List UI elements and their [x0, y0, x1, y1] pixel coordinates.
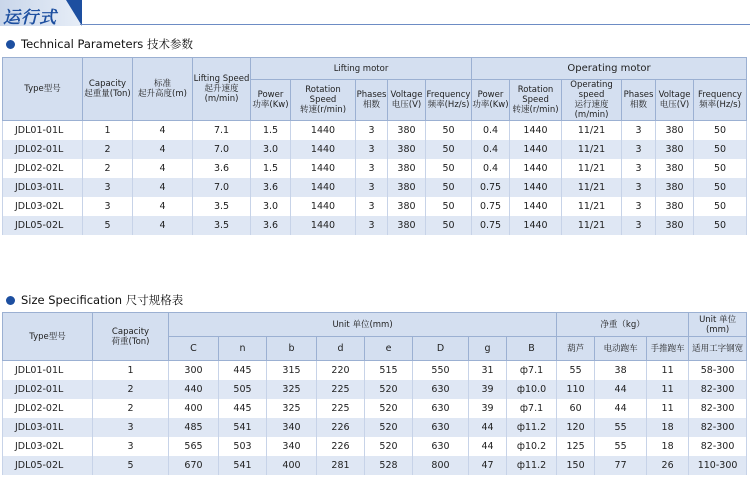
group-header-net-weight: 净重（kg）: [557, 313, 689, 337]
table-cell: 55: [557, 361, 595, 381]
technical-parameters-table: [2, 57, 747, 235]
col-header-operating-4-line: 电压(V): [659, 100, 690, 110]
table-cell: 3: [93, 437, 169, 456]
table-cell: 150: [557, 456, 595, 475]
technical-table-body: [3, 121, 747, 236]
model-cell: JDL03-01L: [3, 178, 83, 197]
col-header-lifting-4-line: Frequency: [426, 90, 471, 100]
col-header-operating-2: [562, 80, 622, 121]
col-header-lifting-1-line: Rotation: [305, 85, 341, 95]
col-header-height-1: 标准: [153, 79, 171, 89]
section-title-size: [6, 292, 183, 308]
col-header-height: [133, 58, 193, 121]
table-cell: 380: [656, 159, 694, 178]
model-cell: JDL02-01L: [3, 380, 93, 399]
table-cell: 47: [469, 456, 507, 475]
table-cell: 630: [413, 418, 469, 437]
table-cell: 60: [557, 399, 595, 418]
col-header-operating-0-line: 功率(Kw): [472, 100, 509, 110]
table-cell: 50: [426, 197, 472, 216]
col-header-lifting-4: [426, 80, 472, 121]
table-cell: 1440: [291, 121, 356, 141]
table-cell: 3: [83, 178, 133, 197]
table-cell: 11: [647, 361, 689, 381]
col-header-lifting-1-line: Speed: [309, 95, 337, 105]
table-cell: 3: [356, 178, 388, 197]
table-cell: 2: [93, 399, 169, 418]
col-header-type: Type型号: [3, 58, 83, 121]
table-cell: 82-300: [689, 437, 747, 456]
table-cell: 4: [133, 216, 193, 235]
col-header-lifting-1: [291, 80, 356, 121]
table-cell: 1: [83, 121, 133, 141]
col-header-operating-4: [656, 80, 694, 121]
table-cell: 44: [469, 418, 507, 437]
table-cell: 445: [219, 361, 267, 381]
table-cell: 380: [388, 197, 426, 216]
table-cell: 50: [694, 178, 747, 197]
table-cell: 11: [647, 399, 689, 418]
col-header-dim-4: e: [365, 337, 413, 361]
table-row: [3, 456, 747, 475]
size-col-header-capacity: [93, 313, 169, 361]
table-cell: 2: [83, 140, 133, 159]
col-header-dim-1: n: [219, 337, 267, 361]
size-col-header-type: Type型号: [3, 313, 93, 361]
table-cell: 380: [388, 140, 426, 159]
table-cell: 50: [694, 216, 747, 235]
table-cell: 50: [694, 159, 747, 178]
table-cell: 520: [365, 399, 413, 418]
table-cell: 3.6: [251, 216, 291, 235]
table-cell: ф10.2: [507, 437, 557, 456]
col-header-operating-1-line: Rotation: [517, 85, 554, 95]
table-cell: 800: [413, 456, 469, 475]
table-cell: 4: [133, 197, 193, 216]
table-cell: 226: [317, 418, 365, 437]
table-cell: 3.5: [193, 216, 251, 235]
table-cell: 440: [169, 380, 219, 399]
table-row: [3, 159, 747, 178]
table-cell: 380: [656, 216, 694, 235]
table-cell: 520: [365, 418, 413, 437]
col-header-operating-1-line: Speed: [522, 95, 549, 105]
size-title-text: Size Specification 尺寸规格表: [21, 293, 184, 307]
table-cell: 0.4: [472, 140, 510, 159]
col-header-lifting-speed: [193, 58, 251, 121]
model-cell: JDL01-01L: [3, 361, 93, 381]
table-cell: 380: [388, 159, 426, 178]
table-cell: 125: [557, 437, 595, 456]
table-cell: 445: [219, 399, 267, 418]
col-header-dim-5: D: [413, 337, 469, 361]
table-cell: 1440: [510, 121, 562, 141]
table-cell: 3: [356, 159, 388, 178]
col-header-operating-1-line: 转速(r/min): [512, 105, 559, 115]
table-cell: 1440: [510, 197, 562, 216]
table-cell: 225: [317, 380, 365, 399]
table-cell: 50: [694, 197, 747, 216]
table-cell: 528: [365, 456, 413, 475]
table-cell: 520: [365, 437, 413, 456]
table-cell: 82-300: [689, 418, 747, 437]
table-cell: 1440: [510, 216, 562, 235]
banner-divider: [80, 24, 750, 25]
section-title-technical: [6, 36, 193, 52]
table-cell: 11/21: [562, 140, 622, 159]
col-header-speed-3: (m/min): [204, 94, 239, 104]
banner-accent: [66, 0, 82, 26]
group-header-operating-motor: Operating motor: [472, 58, 747, 80]
table-cell: 380: [656, 178, 694, 197]
col-header-weight-1: 电动跑车: [595, 337, 647, 361]
size-specification-table: [2, 312, 747, 475]
table-cell: 1440: [291, 197, 356, 216]
table-cell: 380: [656, 121, 694, 141]
col-header-operating-2-line: Operating speed: [570, 80, 613, 100]
table-cell: 50: [426, 121, 472, 141]
group-header-unit-mm: Unit 单位(mm): [169, 313, 557, 337]
table-cell: 0.4: [472, 159, 510, 178]
table-cell: 44: [595, 380, 647, 399]
table-cell: 220: [317, 361, 365, 381]
model-cell: JDL02-02L: [3, 159, 83, 178]
table-cell: 3.5: [193, 197, 251, 216]
table-cell: 1.5: [251, 121, 291, 141]
table-cell: 50: [426, 178, 472, 197]
table-cell: 380: [656, 197, 694, 216]
col-header-lifting-0-line: 功率(Kw): [252, 100, 289, 110]
table-cell: 225: [317, 399, 365, 418]
table-cell: ф11.2: [507, 418, 557, 437]
table-cell: 3: [622, 121, 656, 141]
table-cell: 565: [169, 437, 219, 456]
table-cell: 226: [317, 437, 365, 456]
col-header-lifting-2-line: Phases: [356, 90, 387, 100]
table-cell: 670: [169, 456, 219, 475]
col-header-capacity: [83, 58, 133, 121]
table-cell: 1440: [291, 159, 356, 178]
table-cell: 58-300: [689, 361, 747, 381]
table-cell: 31: [469, 361, 507, 381]
table-cell: 1440: [510, 159, 562, 178]
table-cell: 11/21: [562, 216, 622, 235]
model-cell: JDL01-01L: [3, 121, 83, 141]
table-cell: 2: [83, 159, 133, 178]
table-row: [3, 418, 747, 437]
model-cell: JDL03-02L: [3, 197, 83, 216]
table-cell: 485: [169, 418, 219, 437]
col-header-speed-2: 起升速度: [204, 84, 239, 94]
col-header-beam-width: 适用工字钢宽: [689, 337, 747, 361]
table-row: [3, 399, 747, 418]
table-row: [3, 361, 747, 381]
table-cell: 18: [647, 418, 689, 437]
table-cell: 110-300: [689, 456, 747, 475]
table-cell: 3: [356, 140, 388, 159]
col-header-operating-4-line: Voltage: [658, 90, 691, 100]
table-cell: 380: [388, 121, 426, 141]
table-cell: 3: [356, 121, 388, 141]
table-row: [3, 140, 747, 159]
col-header-operating-5: [694, 80, 747, 121]
table-cell: 4: [133, 140, 193, 159]
table-cell: 3: [622, 140, 656, 159]
table-cell: ф7.1: [507, 399, 557, 418]
bullet-icon: [6, 296, 15, 305]
col-header-weight-0: 葫芦: [557, 337, 595, 361]
table-cell: 110: [557, 380, 595, 399]
table-cell: 50: [694, 121, 747, 141]
table-cell: 550: [413, 361, 469, 381]
table-cell: 7.0: [193, 178, 251, 197]
table-cell: 5: [83, 216, 133, 235]
col-header-capacity-en: Capacity: [88, 79, 127, 89]
table-cell: 11/21: [562, 159, 622, 178]
table-row: [3, 178, 747, 197]
col-header-operating-1: [510, 80, 562, 121]
table-row: [3, 437, 747, 456]
table-cell: 3: [356, 197, 388, 216]
table-cell: 44: [469, 437, 507, 456]
table-cell: 18: [647, 437, 689, 456]
table-cell: 11/21: [562, 178, 622, 197]
col-header-dim-2: b: [267, 337, 317, 361]
col-header-speed-1: Lifting Speed: [193, 74, 250, 84]
col-header-height-2: 起升高度(m): [138, 89, 187, 99]
table-cell: 4: [133, 178, 193, 197]
col-header-lifting-3: [388, 80, 426, 121]
group-header-unit-mm-2: Unit 单位(mm): [689, 313, 747, 337]
col-header-operating-3-line: 相数: [630, 100, 648, 110]
table-cell: 325: [267, 399, 317, 418]
table-cell: 7.0: [193, 140, 251, 159]
table-cell: 2: [93, 380, 169, 399]
table-cell: 0.75: [472, 197, 510, 216]
size-col-header-capacity-en: Capacity: [111, 326, 150, 337]
col-header-operating-2-line: 运行速度: [574, 100, 609, 110]
table-cell: 0.75: [472, 216, 510, 235]
col-header-dim-0: C: [169, 337, 219, 361]
col-header-dim-7: B: [507, 337, 557, 361]
table-cell: 1440: [510, 178, 562, 197]
table-cell: 50: [426, 159, 472, 178]
table-cell: 1440: [291, 178, 356, 197]
group-header-lifting-motor: Lifting motor: [251, 58, 472, 80]
table-cell: 82-300: [689, 399, 747, 418]
table-cell: 541: [219, 456, 267, 475]
col-header-lifting-4-line: 频率(Hz/s): [427, 100, 470, 110]
col-header-lifting-2-line: 相数: [362, 100, 380, 110]
table-cell: 340: [267, 437, 317, 456]
table-cell: 340: [267, 418, 317, 437]
col-header-dim-6: g: [469, 337, 507, 361]
table-cell: 3.6: [251, 178, 291, 197]
col-header-operating-5-line: 频率(Hz/s): [699, 100, 741, 110]
table-cell: 3.0: [251, 140, 291, 159]
table-cell: 1440: [291, 216, 356, 235]
table-row: [3, 380, 747, 399]
col-header-operating-3-line: Phases: [623, 90, 654, 100]
col-header-weight-2: 手推跑车: [647, 337, 689, 361]
table-cell: 1: [93, 361, 169, 381]
size-col-header-capacity-cn: 荷重(Ton): [111, 336, 150, 347]
col-header-lifting-2: [356, 80, 388, 121]
table-cell: ф10.0: [507, 380, 557, 399]
table-cell: 39: [469, 380, 507, 399]
col-header-lifting-3-line: 电压(V): [391, 100, 422, 110]
model-cell: JDL03-02L: [3, 437, 93, 456]
table-cell: 50: [426, 216, 472, 235]
table-cell: 3: [93, 418, 169, 437]
col-header-operating-0-line: Power: [477, 90, 504, 100]
table-cell: 541: [219, 418, 267, 437]
model-cell: JDL02-01L: [3, 140, 83, 159]
table-cell: 3: [356, 216, 388, 235]
technical-title-text: Technical Parameters 技术参数: [21, 37, 193, 51]
table-cell: ф11.2: [507, 456, 557, 475]
table-cell: 4: [133, 159, 193, 178]
table-cell: 3: [622, 178, 656, 197]
table-cell: 39: [469, 399, 507, 418]
table-cell: 503: [219, 437, 267, 456]
table-cell: 5: [93, 456, 169, 475]
table-cell: 4: [133, 121, 193, 141]
table-cell: 3.6: [193, 159, 251, 178]
table-cell: 630: [413, 380, 469, 399]
table-cell: 515: [365, 361, 413, 381]
table-cell: 380: [388, 216, 426, 235]
table-cell: 77: [595, 456, 647, 475]
col-header-lifting-3-line: Voltage: [390, 90, 423, 100]
table-cell: 44: [595, 399, 647, 418]
table-cell: 3.0: [251, 197, 291, 216]
table-cell: 82-300: [689, 380, 747, 399]
table-cell: 0.75: [472, 178, 510, 197]
table-cell: 400: [169, 399, 219, 418]
table-cell: 11: [647, 380, 689, 399]
col-header-dim-3: d: [317, 337, 365, 361]
table-row: [3, 197, 747, 216]
col-header-capacity-cn: 起重量(Ton): [84, 89, 131, 99]
table-row: [3, 216, 747, 235]
table-cell: 38: [595, 361, 647, 381]
table-cell: 1.5: [251, 159, 291, 178]
table-cell: 3: [622, 159, 656, 178]
table-cell: 55: [595, 418, 647, 437]
model-cell: JDL02-02L: [3, 399, 93, 418]
table-cell: 325: [267, 380, 317, 399]
table-cell: 3: [622, 197, 656, 216]
table-cell: 3: [83, 197, 133, 216]
col-header-lifting-0-line: Power: [257, 90, 284, 100]
col-header-operating-0: [472, 80, 510, 121]
bullet-icon: [6, 40, 15, 49]
col-header-operating-2-line: (m/min): [574, 110, 609, 120]
table-cell: 3: [622, 216, 656, 235]
model-cell: JDL05-02L: [3, 216, 83, 235]
size-table-body: [3, 361, 747, 476]
col-header-operating-5-line: Frequency: [698, 90, 742, 100]
table-row: [3, 121, 747, 141]
table-cell: 11/21: [562, 197, 622, 216]
table-cell: 380: [388, 178, 426, 197]
table-cell: 26: [647, 456, 689, 475]
model-cell: JDL03-01L: [3, 418, 93, 437]
table-cell: ф7.1: [507, 361, 557, 381]
table-cell: 55: [595, 437, 647, 456]
table-cell: 50: [694, 140, 747, 159]
col-header-operating-3: [622, 80, 656, 121]
table-cell: 630: [413, 399, 469, 418]
table-cell: 300: [169, 361, 219, 381]
table-cell: 0.4: [472, 121, 510, 141]
table-cell: 7.1: [193, 121, 251, 141]
table-cell: 281: [317, 456, 365, 475]
table-cell: 630: [413, 437, 469, 456]
model-cell: JDL05-02L: [3, 456, 93, 475]
col-header-lifting-0: [251, 80, 291, 121]
table-cell: 50: [426, 140, 472, 159]
banner-title: 运行式: [3, 8, 57, 28]
table-cell: 120: [557, 418, 595, 437]
table-cell: 315: [267, 361, 317, 381]
table-cell: 1440: [510, 140, 562, 159]
table-cell: 505: [219, 380, 267, 399]
table-cell: 400: [267, 456, 317, 475]
table-cell: 1440: [291, 140, 356, 159]
table-cell: 380: [656, 140, 694, 159]
col-header-lifting-1-line: 转速(r/min): [299, 105, 347, 115]
table-cell: 11/21: [562, 121, 622, 141]
table-cell: 520: [365, 380, 413, 399]
